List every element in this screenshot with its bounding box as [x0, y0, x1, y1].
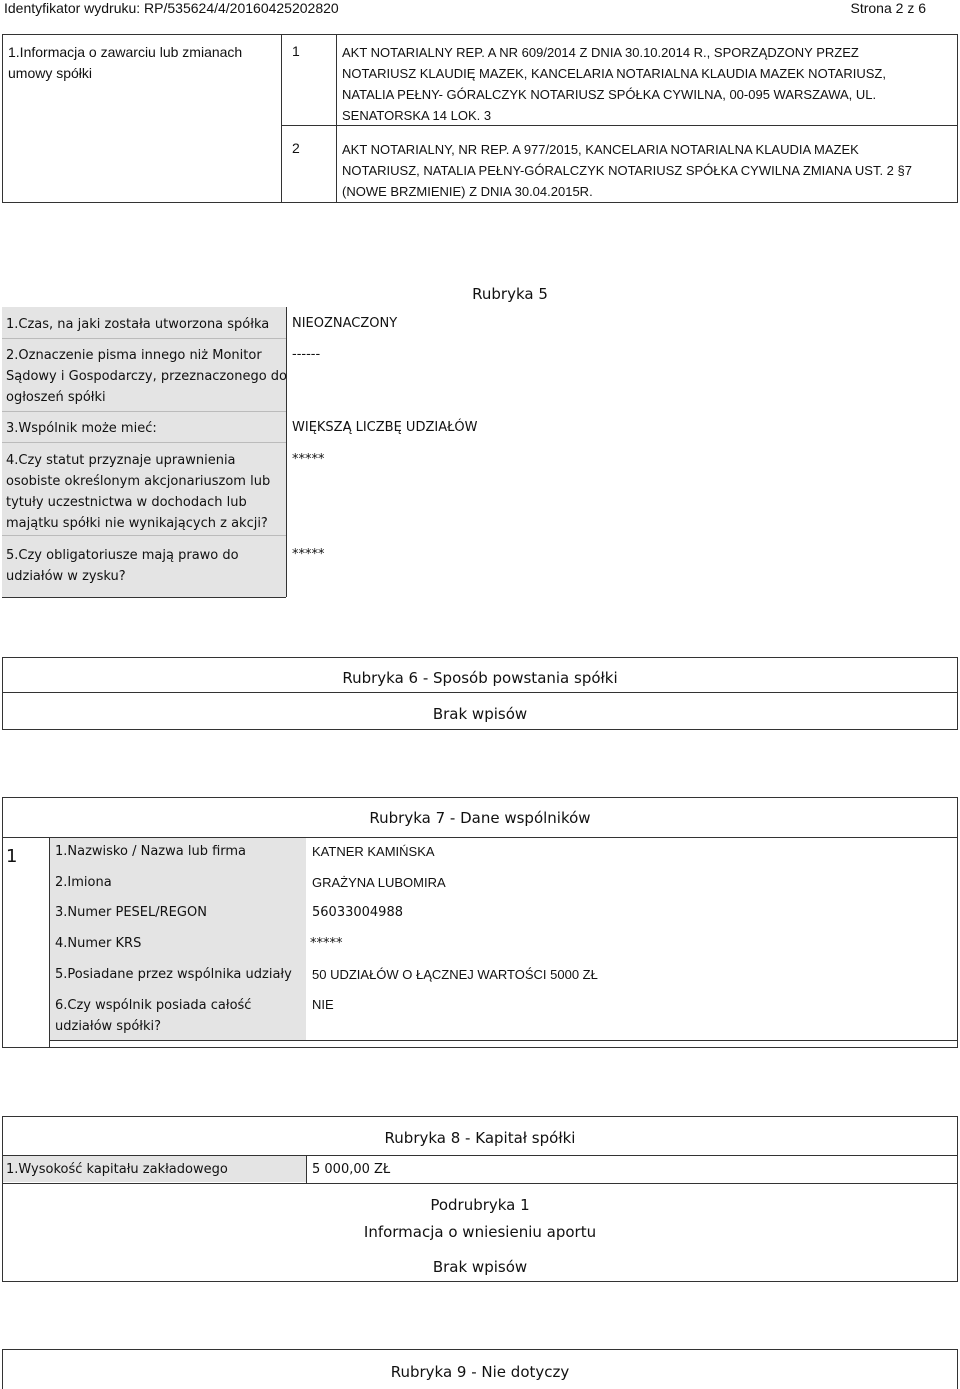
contract-info-label: 1.Informacja o zawarciu lub zmianach umowy spółki	[8, 44, 243, 81]
field-label: 1.Nazwisko / Nazwa lub firma	[55, 844, 247, 859]
section-title-rubryka-7: Rubryka 7 - Dane wspólników	[369, 809, 591, 827]
section-title-rubryka-6: Rubryka 6 - Sposób powstania spółki	[342, 669, 618, 687]
field-value: GRAŻYNA LUBOMIRA	[312, 875, 446, 890]
field-value: WIĘKSZĄ LICZBĘ UDZIAŁÓW	[292, 420, 478, 435]
field-value: ------	[292, 347, 321, 362]
subsection-title: Podrubryka 1	[430, 1196, 530, 1214]
field-label: 5.Czy obligatoriusze mają prawo do udziałów w zysku?	[6, 548, 239, 584]
page-number: Strona 2 z 6	[850, 0, 926, 16]
contract-entry-number: 1	[292, 43, 300, 59]
field-label: 3.Numer PESEL/REGON	[55, 905, 207, 920]
empty-entries-text: Brak wpisów	[432, 1258, 528, 1276]
contract-entry-number: 2	[292, 140, 300, 156]
field-label: 4.Czy statut przyznaje uprawnienia osobiste określonym akcjonariuszom lub tytuły uczestnictwa w dochodach lub majątku spółki nie wynikających z akcji?	[6, 453, 271, 531]
section-title-rubryka-8: Rubryka 8 - Kapitał spółki	[384, 1129, 576, 1147]
field-value: *****	[292, 452, 325, 467]
subsection-subtitle: Informacja o wniesieniu aportu	[363, 1223, 597, 1241]
field-value: KATNER KAMIŃSKA	[312, 844, 435, 859]
contract-entry-text: AKT NOTARIALNY REP. A NR 609/2014 Z DNIA 30.10.2014 R., SPORZĄDZONY PRZEZ NOTARIUSZ KLAUDIĘ MAZEK, KANCELARIA NOTARIALNA KLAUDIA MAZEK NOTARIUSZ, NATALIA PEŁNY- GÓRALCZYK NOTARIUSZ SPÓŁKA CYWILNA, 00-095 WARSZAWA, UL. SENATORSKA 14 LOK. 3	[342, 45, 886, 123]
field-label: 2.Imiona	[55, 875, 112, 890]
field-value: 56033004988	[312, 905, 403, 920]
field-label: 1.Wysokość kapitału zakładowego	[6, 1162, 228, 1177]
field-label: 2.Oznaczenie pisma innego niż Monitor Sądowy i Gospodarczy, przeznaczonego do ogłoszeń spółki	[6, 348, 287, 405]
field-value: 5 000,00 ZŁ	[312, 1162, 391, 1177]
field-value: NIE	[312, 997, 334, 1012]
contract-entry-text: AKT NOTARIALNY, NR REP. A 977/2015, KANCELARIA NOTARIALNA KLAUDIA MAZEK NOTARIUSZ, NATALIA PEŁNY-GÓRALCZYK NOTARIUSZ SPÓŁKA CYWILNA ZMIANA UST. 2 §7 (NOWE BRZMIENIE) Z DNIA 30.04.2015R.	[342, 142, 912, 199]
field-label: 4.Numer KRS	[55, 936, 142, 951]
field-value: *****	[292, 547, 325, 562]
field-label: 6.Czy wspólnik posiada całość udziałów spółki?	[55, 998, 252, 1034]
section-title-rubryka-9: Rubryka 9 - Nie dotyczy	[390, 1363, 570, 1381]
empty-entries-text: Brak wpisów	[432, 705, 528, 723]
field-value: 50 UDZIAŁÓW O ŁĄCZNEJ WARTOŚCI 5000 ZŁ	[312, 967, 598, 982]
field-label: 3.Wspólnik może mieć:	[6, 421, 157, 436]
section-title-rubryka-5: Rubryka 5	[472, 285, 548, 303]
field-label: 1.Czas, na jaki została utworzona spółka	[6, 317, 270, 332]
field-value: *****	[310, 936, 343, 951]
field-label: 5.Posiadane przez wspólnika udziały	[55, 967, 292, 982]
print-identifier: Identyfikator wydruku: RP/535624/4/20160425202820	[4, 0, 339, 16]
partner-number: 1	[6, 846, 18, 867]
field-value: NIEOZNACZONY	[292, 316, 398, 331]
